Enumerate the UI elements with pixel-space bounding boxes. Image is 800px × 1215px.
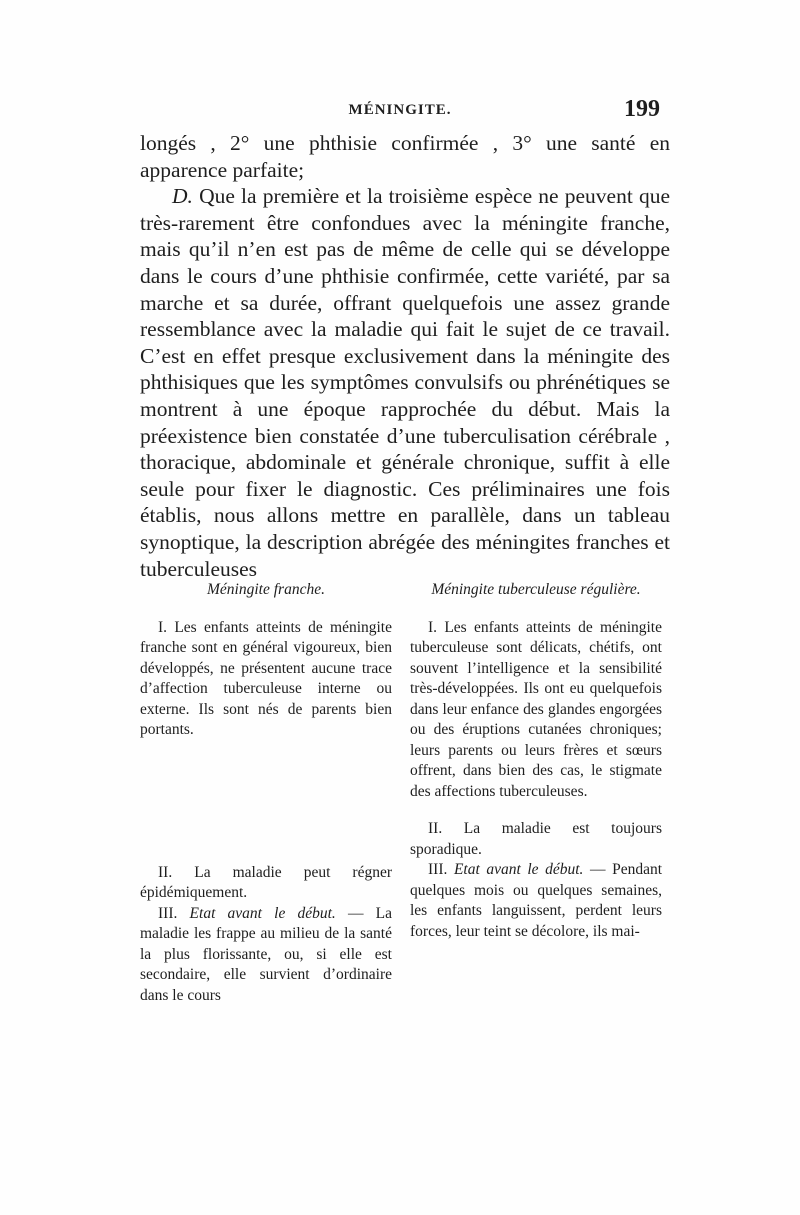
paragraph-d-text: Que la première et la troisième espèce ne peuvent que très-rarement être confondues avec la méningite franche, mais qu’il n’en est pas de même de celle qui se développe dans le cours d’une phthisie confirmée, cette variété, par sa marche et sa durée, offrant quelquefois une assez grande ressemblance avec la maladie qui fait le sujet de ce travail. C’est en effet presque exclusivement dans la méningite des phthisiques que les symptômes convulsifs ou phrénétiques se montrent à une époque rapprochée du début. Mais la préexistence bien constatée d’une tuberculisation cérébrale , thoracique, abdominale et générale chronique, suffit à elle seule pour fixer le diagnostic. Ces préliminaires une fois établis, nous allons mettre en parallèle, dans un tableau synoptique, la description abrégée des méningites franches et tuberculeuses bbox=[140, 184, 670, 581]
tuberculeuse-item-3-num: III. bbox=[428, 861, 448, 878]
tuberculeuse-item-1: I. Les enfants atteints de méningite tuberculeuse sont délicats, chétifs, ont souvent l’intelligence et la sensibilité très-développées. Ils ont eu quelquefois dans leur enfance des glandes engorgées ou des éruptions cutanées chroniques; leurs parents ou leurs frères et sœurs offrent, dans bien des cas, le stigmate des affections tuberculeuses. bbox=[410, 618, 662, 800]
column-meningite-franche bbox=[140, 580, 392, 1006]
tuberculeuse-item-3-title: Etat avant le début. bbox=[453, 861, 584, 878]
column-title-tuberculeuse: Méningite tuberculeuse régulière. bbox=[431, 581, 641, 598]
running-head bbox=[140, 96, 660, 126]
tuberculeuse-item-3-text: — Pendant quelques mois ou quelques semaines, les enfants languissent, perdent leurs forces, leur teint se décolore, ils mai- bbox=[410, 861, 663, 940]
paragraph-continuation: longés , 2° une phthisie confirmée , 3° une santé en apparence parfaite; bbox=[140, 131, 670, 182]
synoptic-table bbox=[140, 580, 670, 1050]
column-title-franche: Méningite franche. bbox=[207, 581, 325, 598]
running-title: MÉNINGITE. bbox=[348, 102, 452, 118]
franche-item-3-num: III. bbox=[158, 904, 178, 922]
column-meningite-tuberculeuse bbox=[410, 580, 662, 942]
franche-item-2: II. La maladie peut régner épidémiquement. bbox=[140, 863, 392, 901]
tuberculeuse-item-2: II. La maladie est toujours sporadique. bbox=[410, 820, 662, 858]
franche-item-1: I. Les enfants atteints de méningite franche sont en général vigoureux, bien développés, ne présentent aucune trace d’affection tuberculeuse interne ou externe. Ils sont nés de parents bien portants. bbox=[140, 618, 392, 738]
body-text bbox=[140, 130, 670, 582]
franche-item-3-text: — La maladie les frappe au milieu de la santé la plus florissante, ou, si elle est secondaire, elle survient d’ordinaire dans le cours bbox=[140, 904, 392, 1004]
tuberculeuse-item-3 bbox=[410, 860, 662, 942]
franche-item-3 bbox=[140, 904, 392, 1007]
paragraph-d bbox=[140, 183, 670, 582]
paragraph-d-lead: D. bbox=[172, 184, 193, 209]
page-number: 199 bbox=[624, 96, 660, 122]
franche-item-3-title: Etat avant le début. bbox=[189, 904, 336, 922]
